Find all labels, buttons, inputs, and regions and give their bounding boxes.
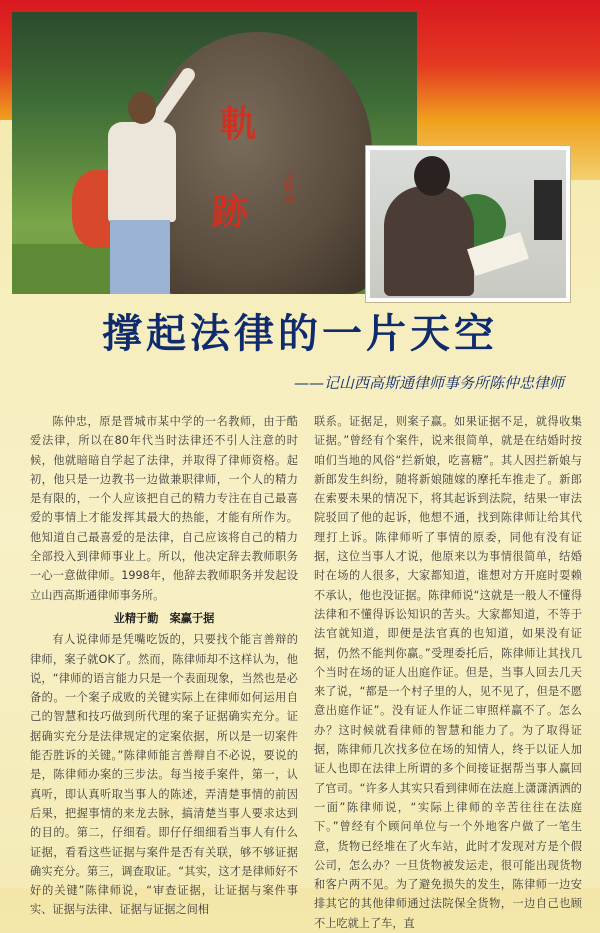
- right-paragraph-1: 联系。证据足，则案子赢。如果证据不足，就得收集证据。”曾经有个案件，说来很简单，就是在结婚时按咱们当地的风俗“拦新娘，吃喜糖”。其人因拦新娘与新郎发生纠纷，随将新娘随嫁的摩托车推走了。新郎在索要未果的情况下，将其起诉到法院，结果一审法院驳回了他的起诉，他想不通，找到陈律师让给其代理打上诉。陈律师听了事情的原委，同他有没有证据，这位当事人才说，他原来以为事情很简单，结婚时在场的人很多，大家都知道，谁想对方开庭时耍赖不承认，他也没证据。陈律师说“这就是一般人不懂得法律和不懂得诉讼知识的苦头。大家都知道，不等于法官就知道，即便是法官真的也知道，如果没有证据，仍然不能判你赢。”受理委托后，陈律师让其找几个当时在场的证人出庭作证。但是，当事人回去几天来了说，“都是一个村子里的人，见不见了，但是不愿意出庭作证”。没有证人作证二审照样赢不了。怎么办？这时候就看律师的智慧和能力了。为了取得证据，陈律师几次找多位在场的知情人，终于以证人加证人也即在法律上所谓的多个间接证据帮当事人赢回了官司。“许多人其实只看到律师在法庭上潇潇洒洒的一面”陈律师说，“实际上律师的辛苦往往在法庭下。”曾经有个顾问单位与一个外地客户做了一笔生意，货物已经堆在了火车站，此时才发现对方是个假公司，怎么办？一旦货物被发运走，很可能出现货物和客户两不见。为了避免损失的发生，陈律师一边安排其它的其他律师通过法院保全货物，一边自己也顾不上吃就上了车，直: [314, 415, 582, 930]
- inset-monitor: [534, 180, 562, 240]
- article-subtitle: ——记山西高斯通律师事务所陈仲忠律师: [293, 374, 564, 392]
- left-paragraph-1: 陈仲忠，原是晋城市某中学的一名教师，由于酷爱法律，所以在80年代当时法律还不引人注意的时候，他就暗暗自学起了法律，并取得了律师资格。起初，他只是一边教书一边做兼职律师，一个人的精力是有限的，一个人应该把自己的精力专注在自己最喜爱的事情上才能发挥其最大的热能，才能有所作为。他知道自己最喜爱的是法律，自己应该将自己的精力全部投入到律师事业上。所以，他决定辞去教师职务一心一意做律师。1998年，他辞去教师职务并发起设立山西高斯通律师事务所。: [30, 415, 298, 602]
- inset-person: [384, 186, 474, 296]
- person-head: [128, 92, 156, 124]
- main-photo: [12, 12, 417, 294]
- inset-head: [414, 156, 450, 196]
- section-heading: 业精于勤 案赢于据: [113, 611, 215, 625]
- right-column: [314, 412, 582, 933]
- inset-photo: [366, 146, 570, 302]
- person-body: [108, 122, 176, 222]
- rock-signature: 成林題: [284, 172, 294, 205]
- left-paragraph-2: 有人说律师是凭嘴吃饭的，只要找个能言善辩的律师，案子就OK了。然而，陈律师却不这样认为，他说，“律师的语言能力只是一个表面现象，当然也是必备的。一个案子成败的关键实际上在律师如何运用自己的智慧和技巧做到所代理的案子证据确实充分。证据确实充分是法律规定的定案依据，所以是一切案件能否胜诉的关键。”陈律师能言善辩自不必说，要说的是，陈律师办案的三步法。每当接手案件，第一，认真听，即认真听取当事人的陈述，弄清楚事情的前因后果，把握事情的来龙去脉，搞清楚当事人要求达到的目的。第二，仔细看。即仔仔细细看当事人有什么证据，看看这些证据与案件是否有关联，够不够证据确实充分。第三，调查取证。“其实，这才是律师好不好的关键”陈律师说，“审查证据，让证据与案件事实、证据与法律、证据与证据之间相: [30, 633, 298, 917]
- rock-inscription-1: 軌: [220, 103, 257, 145]
- rock-inscription-2: 跡: [212, 191, 249, 233]
- article-title: 撑起法律的一片天空: [102, 310, 498, 357]
- person-jeans: [110, 220, 170, 294]
- left-column: [30, 412, 298, 920]
